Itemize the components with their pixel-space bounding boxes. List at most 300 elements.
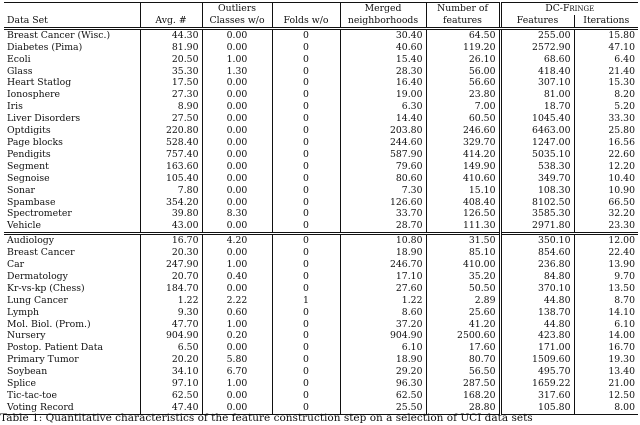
cell-avg: 47.70 <box>140 319 202 331</box>
header-merged-line2: neighborhoods <box>340 15 426 28</box>
cell-avg: 81.90 <box>140 42 202 54</box>
cell-features: 350.10 <box>500 234 574 247</box>
cell-folds: 0 <box>272 208 340 220</box>
cell-numfeat: 410.00 <box>426 259 500 271</box>
cell-folds: 0 <box>272 149 340 161</box>
cell-data-set: Mol. Biol. (Prom.) <box>7 318 91 330</box>
cell-iterations: 21.00 <box>574 378 638 390</box>
cell-merged: 6.10 <box>340 342 426 354</box>
cell-numfeat: 7.00 <box>426 101 500 113</box>
cell-classes: 0.00 <box>202 402 272 414</box>
cell-numfeat: 25.60 <box>426 307 500 319</box>
cell-folds: 0 <box>272 330 340 342</box>
cell-iterations: 16.56 <box>574 137 638 149</box>
cell-numfeat: 56.00 <box>426 66 500 78</box>
header-dc-fringe <box>500 3 638 15</box>
table-row <box>4 283 638 295</box>
cell-classes: 0.00 <box>202 185 272 197</box>
table-row <box>4 366 638 378</box>
cell-features: 5035.10 <box>500 149 574 161</box>
cell-folds: 0 <box>272 77 340 89</box>
cell-merged: 587.90 <box>340 149 426 161</box>
cell-features: 307.10 <box>500 77 574 89</box>
cell-merged: 18.90 <box>340 247 426 259</box>
cell-classes: 1.00 <box>202 54 272 66</box>
cell-merged: 17.10 <box>340 271 426 283</box>
cell-numfeat: 31.50 <box>426 234 500 247</box>
table-row <box>4 137 638 149</box>
cell-classes: 0.40 <box>202 271 272 283</box>
cell-merged: 15.40 <box>340 54 426 66</box>
cell-features: 2971.80 <box>500 220 574 233</box>
cell-data-set: Nursery <box>7 330 46 342</box>
table-row <box>4 113 638 125</box>
cell-data-set: Ecoli <box>7 53 31 65</box>
cell-folds: 0 <box>272 101 340 113</box>
header-data-set: Data Set <box>4 15 140 28</box>
table-row <box>4 77 638 89</box>
header-folds: Folds w/o <box>272 15 340 28</box>
cell-numfeat: 2.89 <box>426 295 500 307</box>
cell-features: 349.70 <box>500 173 574 185</box>
cell-data-set: Lymph <box>7 306 40 318</box>
cell-data-set: Iris <box>7 101 23 113</box>
table-row <box>4 208 638 220</box>
cell-merged: 40.60 <box>340 42 426 54</box>
cell-folds: 0 <box>272 390 340 402</box>
cell-features: 2572.90 <box>500 42 574 54</box>
cell-merged: 7.30 <box>340 185 426 197</box>
cell-classes: 0.00 <box>202 113 272 125</box>
cell-classes: 0.00 <box>202 390 272 402</box>
cell-features: 44.80 <box>500 319 574 331</box>
cell-classes: 0.00 <box>202 77 272 89</box>
cell-avg: 43.00 <box>140 220 202 233</box>
cell-folds: 0 <box>272 125 340 137</box>
cell-folds: 0 <box>272 185 340 197</box>
header-blank <box>4 3 140 15</box>
cell-iterations: 15.30 <box>574 77 638 89</box>
cell-folds: 0 <box>272 220 340 233</box>
cell-classes: 0.00 <box>202 101 272 113</box>
table-row <box>4 89 638 101</box>
cell-merged: 203.80 <box>340 125 426 137</box>
cell-iterations: 8.00 <box>574 402 638 414</box>
table-row <box>4 161 638 173</box>
table-row <box>4 342 638 354</box>
cell-classes: 0.20 <box>202 330 272 342</box>
cell-iterations: 14.10 <box>574 307 638 319</box>
cell-folds: 0 <box>272 271 340 283</box>
cell-folds: 0 <box>272 89 340 101</box>
table-row <box>4 125 638 137</box>
cell-merged: 28.70 <box>340 220 426 233</box>
cell-features: 1247.00 <box>500 137 574 149</box>
cell-avg: 44.30 <box>140 28 202 41</box>
cell-iterations: 6.40 <box>574 54 638 66</box>
cell-features: 236.80 <box>500 259 574 271</box>
header-iterations: Iterations <box>574 15 638 28</box>
cell-folds: 0 <box>272 342 340 354</box>
cell-numfeat: 41.20 <box>426 319 500 331</box>
cell-folds: 0 <box>272 161 340 173</box>
cell-features: 81.00 <box>500 89 574 101</box>
cell-avg: 27.50 <box>140 113 202 125</box>
cell-iterations: 47.10 <box>574 42 638 54</box>
cell-features: 138.70 <box>500 307 574 319</box>
cell-merged: 246.70 <box>340 259 426 271</box>
cell-avg: 7.80 <box>140 185 202 197</box>
cell-numfeat: 17.60 <box>426 342 500 354</box>
cell-merged: 18.90 <box>340 354 426 366</box>
cell-numfeat: 28.80 <box>426 402 500 414</box>
table-row <box>4 319 638 331</box>
table-row <box>4 101 638 113</box>
cell-avg: 20.70 <box>140 271 202 283</box>
cell-features: 1659.22 <box>500 378 574 390</box>
cell-merged: 62.50 <box>340 390 426 402</box>
cell-avg: 39.80 <box>140 208 202 220</box>
cell-folds: 0 <box>272 366 340 378</box>
table-row <box>4 234 638 247</box>
cell-iterations: 22.60 <box>574 149 638 161</box>
cell-merged: 25.50 <box>340 402 426 414</box>
cell-merged: 80.60 <box>340 173 426 185</box>
header-blank <box>272 3 340 15</box>
table-row <box>4 259 638 271</box>
cell-merged: 904.90 <box>340 330 426 342</box>
cell-iterations: 14.00 <box>574 330 638 342</box>
cell-iterations: 16.70 <box>574 342 638 354</box>
cell-classes: 0.00 <box>202 247 272 259</box>
cell-features: 84.80 <box>500 271 574 283</box>
cell-folds: 0 <box>272 319 340 331</box>
cell-numfeat: 119.20 <box>426 42 500 54</box>
cell-data-set: Dermatology <box>7 270 68 282</box>
cell-data-set: Lung Cancer <box>7 294 68 306</box>
cell-data-set: Segment <box>7 160 49 172</box>
cell-iterations: 32.20 <box>574 208 638 220</box>
cell-data-set: Tic-tac-toe <box>7 390 57 401</box>
table-row <box>4 330 638 342</box>
cell-features: 105.80 <box>500 402 574 414</box>
cell-folds: 0 <box>272 137 340 149</box>
cell-numfeat: 80.70 <box>426 354 500 366</box>
cell-iterations: 25.80 <box>574 125 638 137</box>
cell-iterations: 19.30 <box>574 354 638 366</box>
cell-folds: 0 <box>272 378 340 390</box>
table-row <box>4 54 638 66</box>
cell-iterations: 8.70 <box>574 295 638 307</box>
cell-features: 317.60 <box>500 390 574 402</box>
cell-data-set: Pendigits <box>7 148 51 160</box>
cell-iterations: 23.30 <box>574 220 638 233</box>
cell-data-set: Kr-vs-kp (Chess) <box>7 282 85 294</box>
table-row <box>4 271 638 283</box>
cell-merged: 244.60 <box>340 137 426 149</box>
cell-classes: 0.00 <box>202 342 272 354</box>
cell-folds: 0 <box>272 354 340 366</box>
cell-features: 68.60 <box>500 54 574 66</box>
cell-classes: 2.22 <box>202 295 272 307</box>
cell-classes: 0.60 <box>202 307 272 319</box>
cell-avg: 20.50 <box>140 54 202 66</box>
cell-features: 418.40 <box>500 66 574 78</box>
cell-features: 1045.40 <box>500 113 574 125</box>
cell-numfeat: 410.60 <box>426 173 500 185</box>
header-row-1 <box>4 3 638 15</box>
header-avg: Avg. # <box>140 15 202 28</box>
header-outliers: Outliers <box>202 3 272 15</box>
cell-classes: 0.00 <box>202 42 272 54</box>
cell-iterations: 10.40 <box>574 173 638 185</box>
cell-numfeat: 60.50 <box>426 113 500 125</box>
cell-numfeat: 50.50 <box>426 283 500 295</box>
cell-merged: 8.60 <box>340 307 426 319</box>
cell-folds: 0 <box>272 197 340 209</box>
table-row <box>4 307 638 319</box>
cell-avg: 904.90 <box>140 330 202 342</box>
cell-classes: 4.20 <box>202 234 272 247</box>
cell-avg: 8.90 <box>140 101 202 113</box>
cell-avg: 62.50 <box>140 390 202 402</box>
cell-merged: 27.60 <box>340 283 426 295</box>
cell-features: 3585.30 <box>500 208 574 220</box>
cell-classes: 0.00 <box>202 197 272 209</box>
cell-avg: 34.10 <box>140 366 202 378</box>
dc-fringe-label: DC-Fringe <box>545 3 595 14</box>
cell-features: 44.80 <box>500 295 574 307</box>
header-blank <box>140 3 202 15</box>
cell-iterations: 6.10 <box>574 319 638 331</box>
cell-numfeat: 414.20 <box>426 149 500 161</box>
cell-folds: 0 <box>272 283 340 295</box>
cell-data-set: Spectrometer <box>7 208 72 220</box>
cell-merged: 96.30 <box>340 378 426 390</box>
cell-classes: 0.00 <box>202 125 272 137</box>
cell-iterations: 8.20 <box>574 89 638 101</box>
cell-data-set: Vehicle <box>7 220 42 232</box>
cell-folds: 0 <box>272 66 340 78</box>
header-numfeat-line2: features <box>426 15 500 28</box>
cell-data-set: Primary Tumor <box>7 354 79 366</box>
cell-data-set: Spambase <box>7 196 56 208</box>
table-row <box>4 42 638 54</box>
cell-iterations: 12.00 <box>574 234 638 247</box>
cell-avg: 20.30 <box>140 247 202 259</box>
cell-data-set: Segnoise <box>7 172 50 184</box>
cell-data-set: Breast Cancer <box>7 247 75 259</box>
cell-avg: 354.20 <box>140 197 202 209</box>
cell-numfeat: 126.50 <box>426 208 500 220</box>
header-numfeat-line1: Number of <box>426 3 500 15</box>
cell-features: 255.00 <box>500 28 574 41</box>
cell-features: 495.70 <box>500 366 574 378</box>
cell-numfeat: 85.10 <box>426 247 500 259</box>
header-features: Features <box>500 15 574 28</box>
cell-features: 18.70 <box>500 101 574 113</box>
cell-folds: 0 <box>272 42 340 54</box>
cell-avg: 9.30 <box>140 307 202 319</box>
cell-classes: 8.30 <box>202 208 272 220</box>
cell-folds: 1 <box>272 295 340 307</box>
cell-numfeat: 23.80 <box>426 89 500 101</box>
cell-numfeat: 26.10 <box>426 54 500 66</box>
table-row <box>4 354 638 366</box>
cell-avg: 163.60 <box>140 161 202 173</box>
cell-data-set: Glass <box>7 65 33 77</box>
cell-folds: 0 <box>272 307 340 319</box>
cell-merged: 30.40 <box>340 28 426 41</box>
cell-merged: 37.20 <box>340 319 426 331</box>
table-row <box>4 220 638 233</box>
cell-features: 6463.00 <box>500 125 574 137</box>
table-row <box>4 173 638 185</box>
cell-avg: 20.20 <box>140 354 202 366</box>
cell-avg: 17.50 <box>140 77 202 89</box>
cell-folds: 0 <box>272 259 340 271</box>
cell-numfeat: 15.10 <box>426 185 500 197</box>
cell-iterations: 12.50 <box>574 390 638 402</box>
cell-classes: 0.00 <box>202 137 272 149</box>
cell-numfeat: 329.70 <box>426 137 500 149</box>
header-merged-line1: Merged <box>340 3 426 15</box>
cell-folds: 0 <box>272 113 340 125</box>
cell-folds: 0 <box>272 234 340 247</box>
cell-features: 8102.50 <box>500 197 574 209</box>
cell-avg: 27.30 <box>140 89 202 101</box>
cell-data-set: Splice <box>7 378 36 390</box>
cell-folds: 0 <box>272 54 340 66</box>
table-row <box>4 66 638 78</box>
table-row <box>4 185 638 197</box>
cell-numfeat: 408.40 <box>426 197 500 209</box>
cell-iterations: 12.20 <box>574 161 638 173</box>
cell-avg: 1.22 <box>140 295 202 307</box>
table-row <box>4 247 638 259</box>
cell-features: 171.00 <box>500 342 574 354</box>
cell-avg: 220.80 <box>140 125 202 137</box>
cell-numfeat: 35.20 <box>426 271 500 283</box>
cell-merged: 126.60 <box>340 197 426 209</box>
cell-numfeat: 56.60 <box>426 77 500 89</box>
cell-classes: 1.00 <box>202 319 272 331</box>
cell-classes: 0.00 <box>202 220 272 233</box>
cell-folds: 0 <box>272 173 340 185</box>
cell-iterations: 5.20 <box>574 101 638 113</box>
cell-merged: 28.30 <box>340 66 426 78</box>
cell-data-set: Liver Disorders <box>7 113 81 125</box>
cell-iterations: 66.50 <box>574 197 638 209</box>
cell-iterations: 15.80 <box>574 28 638 41</box>
cell-features: 854.60 <box>500 247 574 259</box>
cell-data-set: Sonar <box>7 184 35 196</box>
cell-folds: 0 <box>272 247 340 259</box>
cell-iterations: 33.30 <box>574 113 638 125</box>
cell-merged: 19.00 <box>340 89 426 101</box>
cell-classes: 1.00 <box>202 378 272 390</box>
cell-numfeat: 111.30 <box>426 220 500 233</box>
cell-data-set: Optdigits <box>7 125 51 137</box>
cell-avg: 47.40 <box>140 402 202 414</box>
cell-features: 538.30 <box>500 161 574 173</box>
cell-iterations: 22.40 <box>574 247 638 259</box>
cell-classes: 0.00 <box>202 89 272 101</box>
cell-avg: 16.70 <box>140 234 202 247</box>
cell-avg: 6.50 <box>140 342 202 354</box>
cell-data-set: Breast Cancer (Wisc.) <box>7 29 111 41</box>
cell-avg: 97.10 <box>140 378 202 390</box>
header-classes: Classes w/o <box>202 15 272 28</box>
cell-iterations: 13.40 <box>574 366 638 378</box>
cell-classes: 5.80 <box>202 354 272 366</box>
cell-avg: 35.30 <box>140 66 202 78</box>
cell-numfeat: 2500.60 <box>426 330 500 342</box>
table-row <box>4 390 638 402</box>
table-row <box>4 28 638 41</box>
cell-classes: 1.30 <box>202 66 272 78</box>
header-row-2 <box>4 15 638 28</box>
cell-avg: 528.40 <box>140 137 202 149</box>
cell-classes: 0.00 <box>202 161 272 173</box>
table-row <box>4 197 638 209</box>
cell-classes: 0.00 <box>202 149 272 161</box>
cell-numfeat: 287.50 <box>426 378 500 390</box>
table-row <box>4 295 638 307</box>
cell-avg: 757.40 <box>140 149 202 161</box>
cell-classes: 1.00 <box>202 259 272 271</box>
cell-data-set: Page blocks <box>7 136 63 148</box>
cell-classes: 0.00 <box>202 283 272 295</box>
cell-classes: 0.00 <box>202 173 272 185</box>
cell-merged: 33.70 <box>340 208 426 220</box>
cell-data-set: Diabetes (Pima) <box>7 41 83 53</box>
cell-iterations: 21.40 <box>574 66 638 78</box>
cell-data-set: Heart Statlog <box>7 77 72 89</box>
cell-data-set: Ionosphere <box>7 89 61 101</box>
table-row <box>4 378 638 390</box>
cell-features: 1509.60 <box>500 354 574 366</box>
table-caption: Table 1: Quantitative characteristics of the feature construction step on a selection of UCI data sets <box>0 412 533 424</box>
cell-data-set: Car <box>7 259 25 271</box>
cell-numfeat: 64.50 <box>426 28 500 41</box>
cell-data-set: Audiology <box>4 234 140 247</box>
cell-avg: 184.70 <box>140 283 202 295</box>
cell-merged: 79.60 <box>340 161 426 173</box>
cell-numfeat: 56.50 <box>426 366 500 378</box>
table-body <box>4 28 638 414</box>
cell-iterations: 10.90 <box>574 185 638 197</box>
cell-merged: 10.80 <box>340 234 426 247</box>
results-table <box>4 2 638 415</box>
cell-data-set: Postop. Patient Data <box>7 342 103 354</box>
cell-features: 108.30 <box>500 185 574 197</box>
cell-merged: 16.40 <box>340 77 426 89</box>
cell-features: 423.80 <box>500 330 574 342</box>
cell-folds: 0 <box>272 28 340 41</box>
cell-merged: 1.22 <box>340 295 426 307</box>
cell-avg: 105.40 <box>140 173 202 185</box>
cell-data-set: Voting Record <box>4 402 140 414</box>
cell-classes: 0.00 <box>202 28 272 41</box>
cell-avg: 247.90 <box>140 259 202 271</box>
cell-numfeat: 149.90 <box>426 161 500 173</box>
cell-folds: 0 <box>272 402 340 414</box>
cell-iterations: 9.70 <box>574 271 638 283</box>
cell-data-set: Soybean <box>7 366 48 378</box>
cell-merged: 6.30 <box>340 101 426 113</box>
cell-features: 370.10 <box>500 283 574 295</box>
